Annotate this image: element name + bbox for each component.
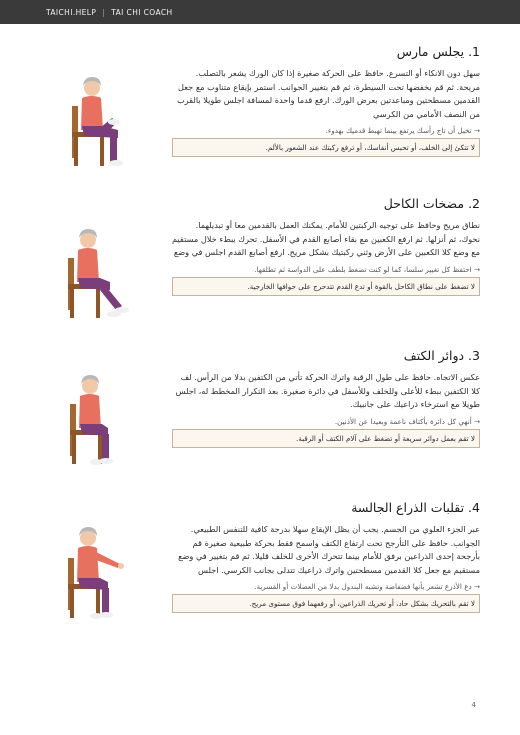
exercise-tip: → دع الأذرع تشعر بأنها فضفاضة وتشبه البندول بدلا من العضلات أو القسرية. <box>254 582 480 592</box>
exercise-tip: → احتفظ كل تغيير سلسا، كما لو كنت تضغط بلطف على الدواسة ثم تطلقها. <box>254 264 480 274</box>
exercise-2-text <box>172 196 480 296</box>
exercise-title: 1. يجلس مارس <box>396 44 480 59</box>
seated-woman-figure <box>44 518 134 628</box>
exercise-title: 2. مضخات الكاحل <box>383 196 480 211</box>
top-bar <box>0 0 520 24</box>
exercise-description: عكس الاتجاه. حافظ على طول الرقبة واترك الحركة تأتي من الكتفين بدلا من الرأس. لف كلا الكتفين ببطء للأعلى وللخلف وللأسفل في دائرة صغيرة. بعد التكرار المخطط له، اجلس طويلا مع استرخاء ذراعيك على جانبيك. <box>175 372 480 410</box>
exercise-1-illustration <box>44 66 134 176</box>
exercise-3-text <box>172 348 480 448</box>
exercise-warning: لا تقم بعمل دوائر سريعة أو تضغط على آلام الكتف أو الرقبة. <box>172 429 480 448</box>
exercise-warning: لا تقم بالتحريك بشكل حاد، أو تحريك الذراعين، أو رفعهما فوق مستوى مريح. <box>172 594 480 613</box>
page-number: 4 <box>471 701 476 709</box>
exercise-title: 3. دوائر الكتف <box>403 348 480 363</box>
exercise-3-illustration <box>44 364 134 474</box>
exercise-title: 4. تقلبات الذراع الجالسة <box>351 500 480 515</box>
exercise-warning: لا تتكئ إلى الخلف، أو تحبس أنفاسك، أو ترفع ركبتك عند الشعور بالألم. <box>172 138 480 157</box>
seated-woman-figure <box>44 364 134 474</box>
seated-woman-figure <box>44 218 134 328</box>
exercise-tip: → تخيل أن تاج رأسك يرتفع بينما تهبط قدميك بهدوء. <box>325 126 480 136</box>
exercise-description: نطاق مريح وحافظ على توجيه الركبتين للأمام. يمكنك العمل بالقدمين معا أو تبديلهما. نحوك، ثم أنزلها. ثم ارفع الكعبين مع بقاء أصابع القدم في الأسفل. تحرك ببطء خلال مستقيم مع وضع كلا الكعبين على الأرض وثني ركبتيك بشكل مريح. ارفع أصابع القدم اجلس في وضع <box>172 220 480 258</box>
exercise-2-illustration <box>44 218 134 328</box>
seated-woman-figure <box>44 66 134 176</box>
exercise-tip: → أنهي كل دائرة بأكتاف ناعمة وبعيدا عن الأذنين. <box>334 416 480 426</box>
exercise-1-text <box>172 44 480 157</box>
exercise-description: سهل دون الانكاء أو التسرع. حافظ على الحركة صغيرة إذا كان الورك يشعر بالتصلب. مريحة. ثم قم بخفضها تحت السيطرة، ثم قم بتغيير الجوانب. استمر بإيقاع متناوب مع جعل القدمين مسطحتين ومباعدتين بعرض الورك. ارفع قدما واحدة لمسافة اجلس طويلا بالقرب من النصف الأمامي من الكرسي <box>176 68 480 119</box>
exercise-4-text <box>172 500 480 613</box>
section-label[interactable]: TAI CHI COACH <box>111 7 173 17</box>
exercise-warning: لا تضغط على نطاق الكاحل بالقوة أو تدع القدم تتدحرج على حوافها الخارجية. <box>172 277 480 296</box>
exercise-description: عبر الجزء العلوي من الجسم. يجب أن يظل الإيقاع سهلا بدرجة كافية للتنفس الطبيعي. الجوانب. حافظ على التأرجح تحت ارتفاع الكتف واسمح فقط بحركة طبيعية صغيرة قم بأرجحة إحدى الذراعين برفق للأمام بينما تتحرك الأخرى للخلف قليلا. ثم قم بتغيير في وضع مستقيم مع جعل كلا القدمين مسطحتين واترك ذراعيك تتدلى بجانب الكرسي. اجلس <box>178 524 480 575</box>
brand-label[interactable]: TAICHI.HELP <box>46 7 97 17</box>
exercise-4-illustration <box>44 518 134 628</box>
breadcrumb-separator: | <box>102 7 106 17</box>
